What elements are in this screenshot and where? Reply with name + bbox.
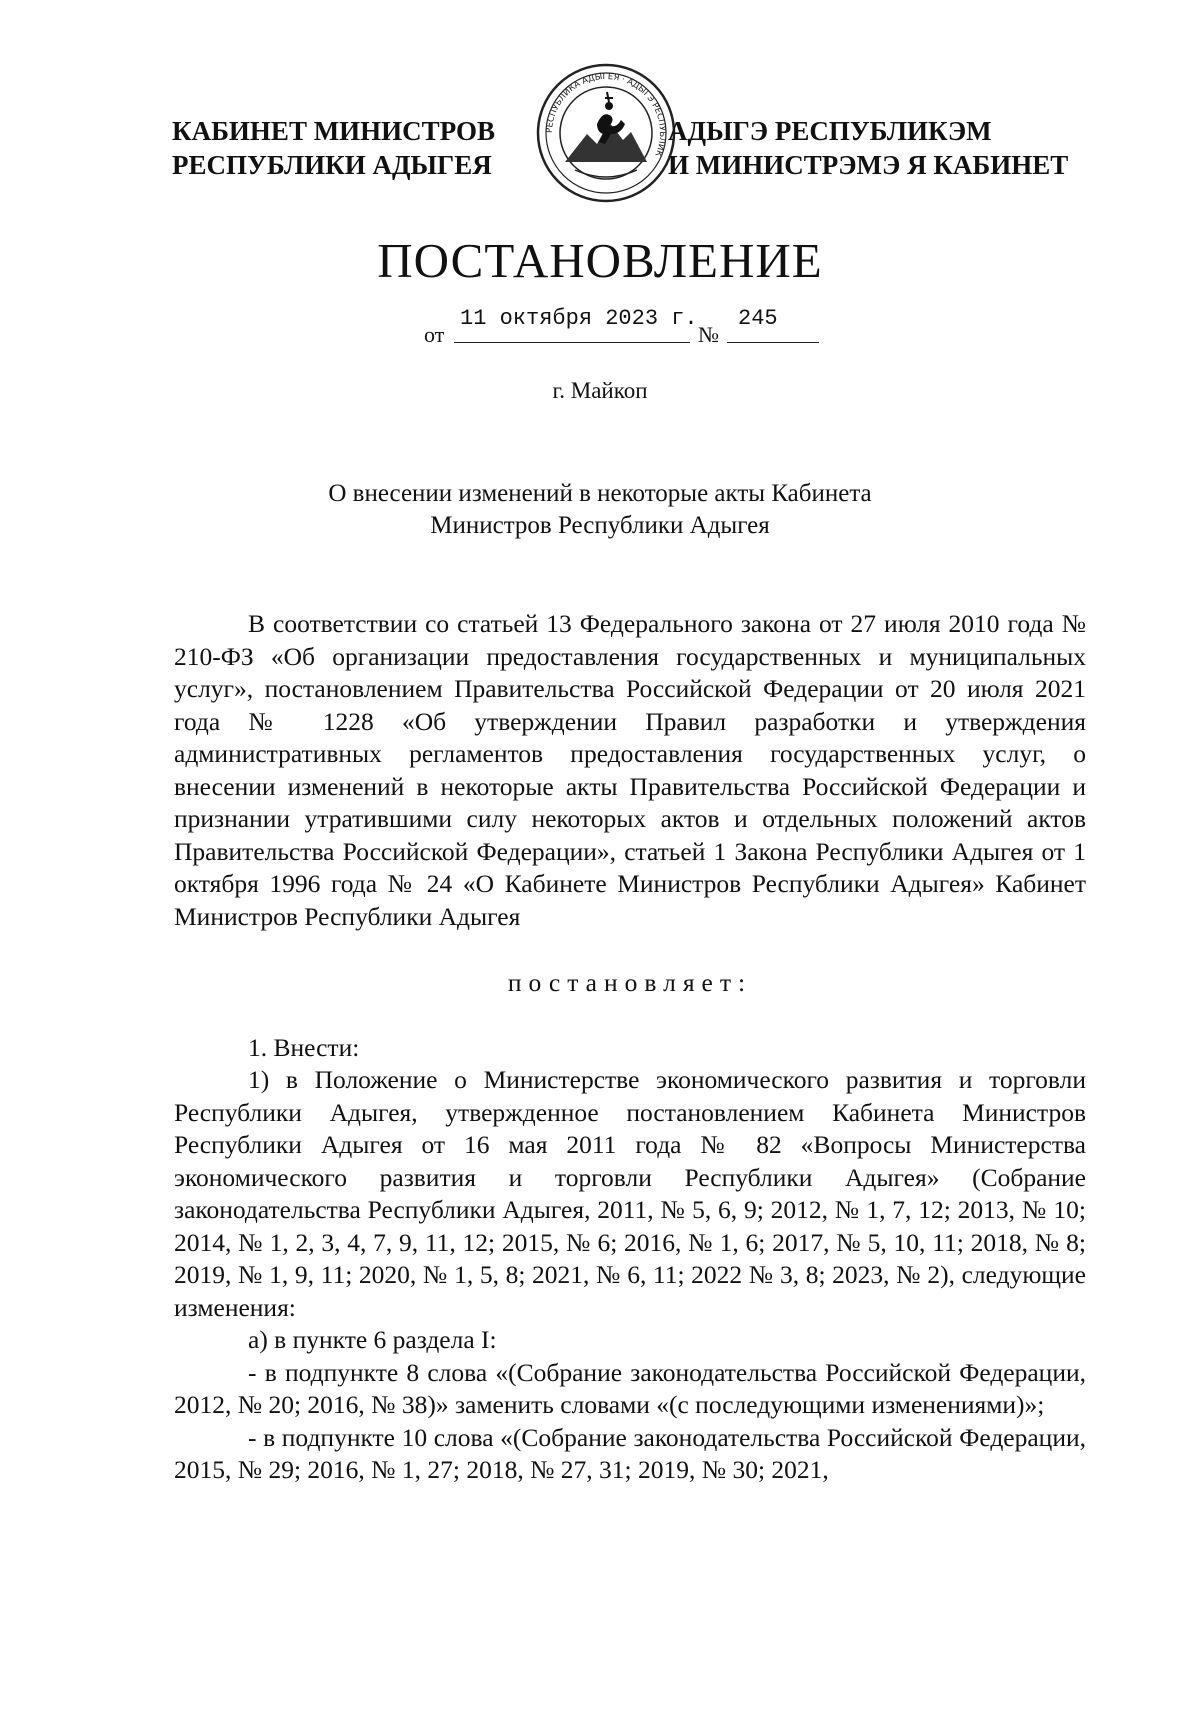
issuer-line: АДЫГЭ РЕСПУБЛИКЭМ bbox=[668, 116, 992, 146]
document-body bbox=[174, 608, 1086, 1487]
date-underline bbox=[454, 342, 690, 343]
document-type-title: ПОСТАНОВЛЕНИЕ bbox=[377, 233, 823, 288]
document-number: 245 bbox=[738, 306, 778, 331]
city-of-issue: г. Майкоп bbox=[552, 378, 648, 403]
emblem-ring-text: РЕСПУБЛИКА АДЫГЕЯ · АДЫГЭ РЕСПУБЛИК bbox=[544, 71, 668, 158]
body-paragraph: 1) в Положение о Министерстве экономического развития и торговли Республики Адыгея, утвержденное постановлением Кабинета Министров Республики Адыгея от 16 мая 2011 года № 82 «Вопросы Министерства экономического развития и торговли Республики Адыгея» (Собрание законодательства Республики Адыгея, 2011, № 5, 6, 9; 2012, № 1, 7, 12; 2013, № 10; 2014, № 1, 2, 3, 4, 7, 9, 11, 12; 2015, № 6; 2016, № 1, 6; 2017, № 5, 10, 11; 2018, № 8; 2019, № 1, 9, 11; 2020, № 1, 5, 8; 2021, № 6, 11; 2022 № 3, 8; 2023, № 2), следующие изменения: bbox=[174, 1065, 1086, 1322]
issuer-line: И МИНИСТРЭМЭ Я КАБИНЕТ bbox=[668, 150, 1069, 180]
resolves-heading: постановляет: bbox=[507, 968, 753, 997]
subject-line: Министров Республики Адыгея bbox=[430, 512, 770, 539]
body-paragraph: - в подпункте 8 слова «(Собрание законодательства Российской Федерации, 2012, № 20; 2016, № 38)» заменить словами «(с последующими изменениями)»; bbox=[174, 1357, 1086, 1419]
number-underline bbox=[727, 342, 819, 343]
issuer-name-adyghe bbox=[668, 114, 1068, 182]
body-paragraph: а) в пункте 6 раздела I: bbox=[248, 1325, 497, 1354]
date-and-number-line bbox=[0, 296, 1200, 356]
body-paragraph: 1. Внести: bbox=[248, 1032, 360, 1062]
issuer-name-russian bbox=[172, 114, 495, 182]
issuer-line: РЕСПУБЛИКИ АДЫГЕЯ bbox=[172, 150, 492, 180]
document-subject bbox=[0, 478, 1200, 542]
body-paragraph: - в подпункте 10 слова «(Собрание законодательства Российской Федерации, 2015, № 29; 2016, № 1, 27; 2018, № 27, 31; 2019, № 30; 2021, bbox=[174, 1422, 1086, 1484]
date-label: от bbox=[424, 322, 445, 347]
coat-of-arms-emblem bbox=[535, 62, 677, 204]
number-label: № bbox=[698, 322, 719, 347]
preamble-paragraph: В соответствии со статьей 13 Федерального закона от 27 июля 2010 года № 210-ФЗ «Об организации предоставления государственных и муниципальных услуг», постановлением Правительства Российской Федерации от 20 июля 2021 года № 1228 «Об утверждении Правил разработки и утверждения административных регламентов предоставления государственных услуг, о внесении изменений в некоторые акты Правительства Российской Федерации и признании утратившими силу некоторых актов и отдельных положений актов Правительства Российской Федерации», статьей 1 Закона Республики Адыгея от 1 октября 1996 года № 24 «О Кабинете Министров Республики Адыгея» Кабинет Министров Республики Адыгея bbox=[174, 609, 1086, 931]
subject-line: О внесении изменений в некоторые акты Кабинета bbox=[328, 480, 872, 507]
document-date: 11 октября 2023 г. bbox=[460, 306, 698, 331]
issuer-line: КАБИНЕТ МИНИСТРОВ bbox=[172, 116, 496, 146]
